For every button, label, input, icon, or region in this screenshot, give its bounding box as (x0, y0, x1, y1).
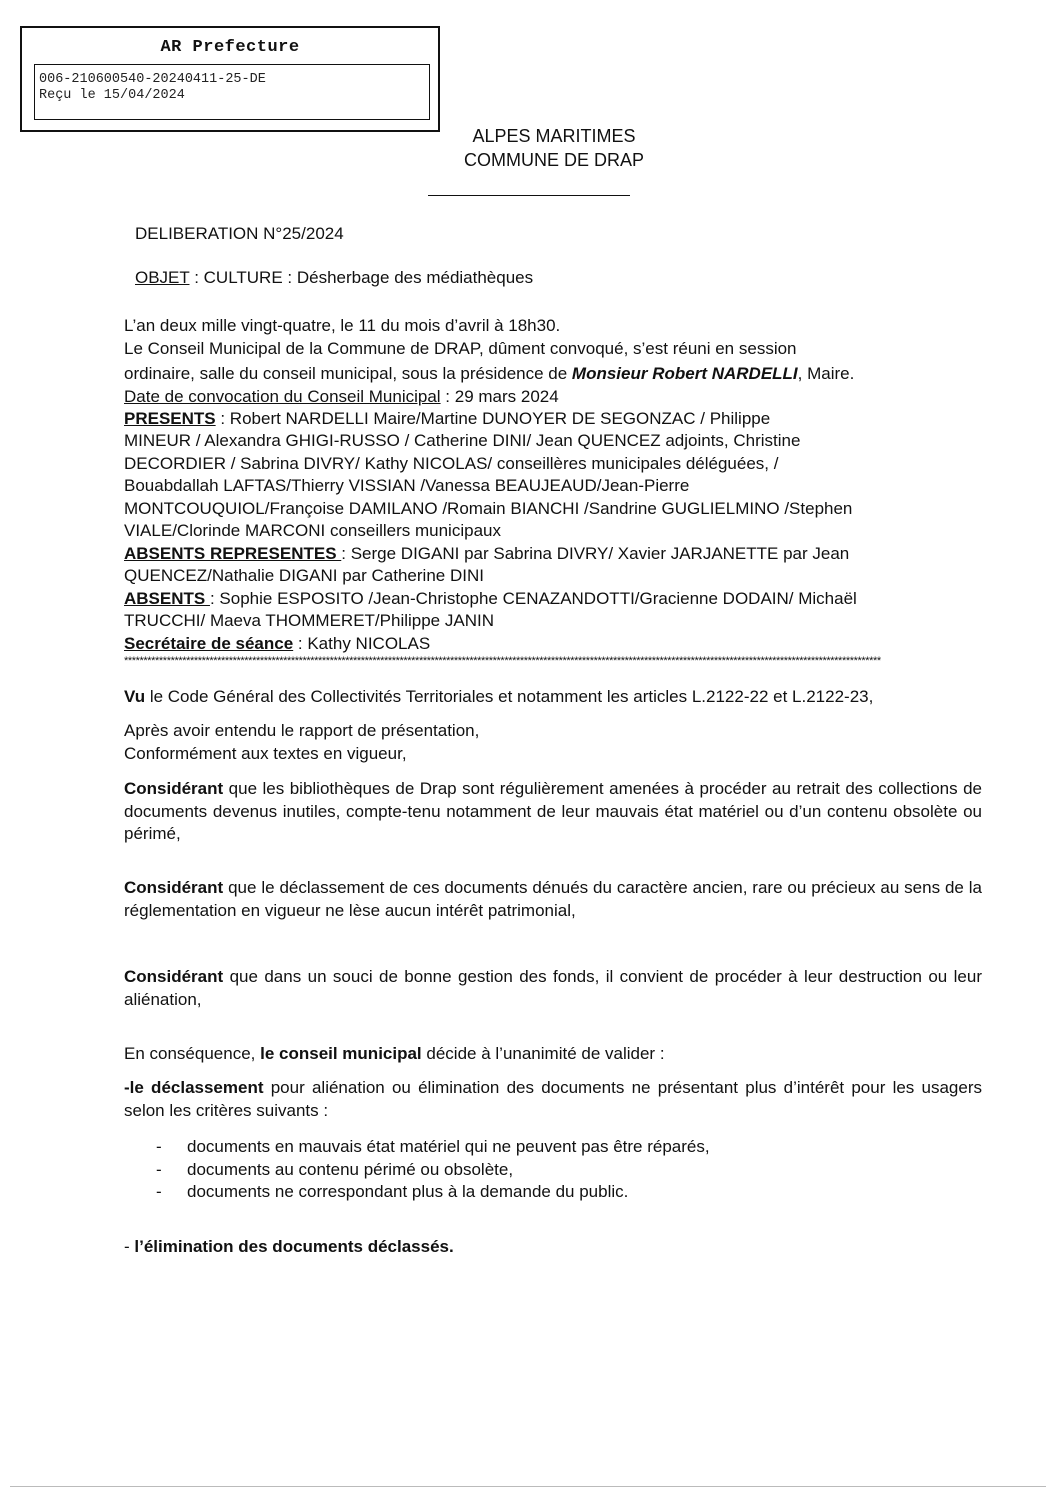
presidency-suffix: , Maire. (797, 363, 855, 383)
elimination-prefix: - (124, 1237, 135, 1256)
president-name: Monsieur Robert NARDELLI (571, 363, 798, 383)
presents-line-3: DECORDIER / Sabrina DIVRY/ Kathy NICOLAS/ conseillères municipales déléguées, / (124, 453, 779, 473)
absents-line-2: TRUCCHI/ Maeva THOMMERET/Philippe JANIN (124, 611, 494, 630)
criteria-text: documents en mauvais état matériel qui ne peuvent pas être réparés, (187, 1137, 710, 1156)
secretaire-line (124, 634, 982, 657)
absents-line-1 (124, 589, 982, 612)
absents-representes-label: ABSENTS REPRESENTES (124, 543, 342, 563)
stamp-title: AR Prefecture (160, 38, 300, 57)
absents-label: ABSENTS (124, 588, 210, 608)
vu-paragraph (124, 686, 982, 709)
considerant-label: Considérant (124, 967, 224, 986)
secretaire-label: Secrétaire de séance (124, 633, 294, 653)
declassement-text: pour aliénation ou élimination des documents ne présentant plus d’intérêt pour les usagers selon les critères suivants : (124, 1078, 983, 1120)
declassement-label: -le déclassement (124, 1078, 264, 1097)
scan-edge-line (10, 1486, 1046, 1487)
bullet-dash: - (156, 1137, 162, 1156)
stamp-reference: 006-210600540-20240411-25-DE (39, 72, 266, 87)
considerant-3-text: que dans un souci de bonne gestion des fonds, il convient de procéder à leur destruction ou leur aliénation, (124, 967, 982, 1009)
preamble-paragraph (124, 720, 982, 765)
prefecture-stamp (20, 26, 440, 132)
convocation-label: Date de convocation du Conseil Municipal (124, 386, 441, 406)
session-presidency (124, 364, 982, 387)
document-header (420, 124, 688, 172)
considerant-2 (124, 877, 982, 922)
consequence-paragraph (124, 1043, 982, 1066)
presents-line-1 (124, 409, 982, 432)
presents-line-5: MONTCOUQUIOL/Françoise DAMILANO /Romain BIANCHI /Sandrine GUGLIELMINO /Stephen (124, 498, 853, 518)
convocation-value: : 29 mars 2024 (440, 386, 559, 406)
absents-text: : Sophie ESPOSITO /Jean-Christophe CENAZANDOTTI/Gracienne DODAIN/ Michaël (209, 588, 857, 608)
presidency-text: ordinaire, salle du conseil municipal, sous la présidence de (124, 363, 572, 383)
considerant-label: Considérant (124, 779, 224, 798)
list-item (156, 1136, 710, 1159)
presents-label: PRESENTS (124, 408, 216, 428)
stamp-received-date: Reçu le 15/04/2024 (39, 88, 185, 103)
list-item (156, 1159, 710, 1182)
absents-representes-text: : Serge DIGANI par Sabrina DIVRY/ Xavier JARJANETTE par Jean (341, 543, 850, 563)
considerant-1 (124, 778, 982, 846)
elimination-paragraph (124, 1236, 982, 1259)
bullet-dash: - (156, 1182, 162, 1201)
presents-line-4: Bouabdallah LAFTAS/Thierry VISSIAN /Vanessa BEAUJEAUD/Jean-Pierre (124, 476, 690, 495)
criteria-text: documents ne correspondant plus à la demande du public. (187, 1182, 629, 1201)
department-name: ALPES MARITIMES (472, 126, 636, 146)
considerant-3 (124, 966, 982, 1011)
deliberation-number: DELIBERATION N°25/2024 (135, 224, 344, 243)
objet-text: : CULTURE : Désherbage des médiathèques (189, 268, 534, 287)
elimination-text: l’élimination des documents déclassés. (134, 1237, 454, 1256)
declassement-paragraph (124, 1077, 982, 1122)
conformement-line: Conformément aux textes en vigueur, (124, 743, 407, 763)
consequence-post: décide à l’unanimité de valider : (421, 1044, 665, 1063)
presents-line-2: MINEUR / Alexandra GHIGI-RUSSO / Catherine DINI/ Jean QUENCEZ adjoints, Christine (124, 431, 801, 450)
objet-label: OBJET (135, 268, 190, 287)
bullet-dash: - (156, 1159, 162, 1179)
considerant-1-text: que les bibliothèques de Drap sont régulièrement amenées à procéder au retrait des collections de documents devenus inutiles, compte-tenu notamment de leur mauvais état matériel ou d’un contenu obsolète ou périmé, (124, 779, 982, 843)
session-block (124, 316, 982, 656)
separator-stars: *************************************************************************************************************************************************************************************************** (124, 655, 881, 667)
considerant-label: Considérant (124, 878, 224, 897)
vu-text: le Code Général des Collectivités Territoriales et notamment les articles L.2122-22 et L.2122-23, (145, 687, 874, 706)
session-convened: Le Conseil Municipal de la Commune de DRAP, dûment convoqué, s’est réuni en session (124, 338, 797, 358)
deliberation-objet (135, 268, 533, 288)
consequence-bold: le conseil municipal (260, 1044, 422, 1063)
header-divider (428, 195, 630, 196)
secretaire-name: : Kathy NICOLAS (293, 633, 431, 653)
absents-representes-line-2: QUENCEZ/Nathalie DIGANI par Catherine DINI (124, 566, 484, 585)
presents-line-6: VIALE/Clorinde MARCONI conseillers municipaux (124, 521, 501, 540)
stamp-reference-box (34, 64, 430, 120)
criteria-list (156, 1136, 710, 1204)
session-date: L’an deux mille vingt-quatre, le 11 du mois d’avril à 18h30. (124, 316, 561, 335)
criteria-text: documents au contenu périmé ou obsolète, (187, 1159, 514, 1179)
presents-text: : Robert NARDELLI Maire/Martine DUNOYER DE SEGONZAC / Philippe (215, 408, 771, 428)
absents-representes-line-1 (124, 544, 982, 567)
considerant-2-text: que le déclassement de ces documents dénués du caractère ancien, rare ou précieux au sens de la réglementation en vigueur ne lèse aucun intérêt patrimonial, (124, 878, 982, 920)
apres-line: Après avoir entendu le rapport de présentation, (124, 721, 480, 740)
commune-name: COMMUNE DE DRAP (463, 150, 644, 170)
consequence-pre: En conséquence, (124, 1044, 261, 1063)
convocation-date (124, 387, 982, 409)
list-item (156, 1181, 710, 1204)
vu-label: Vu (124, 687, 146, 706)
